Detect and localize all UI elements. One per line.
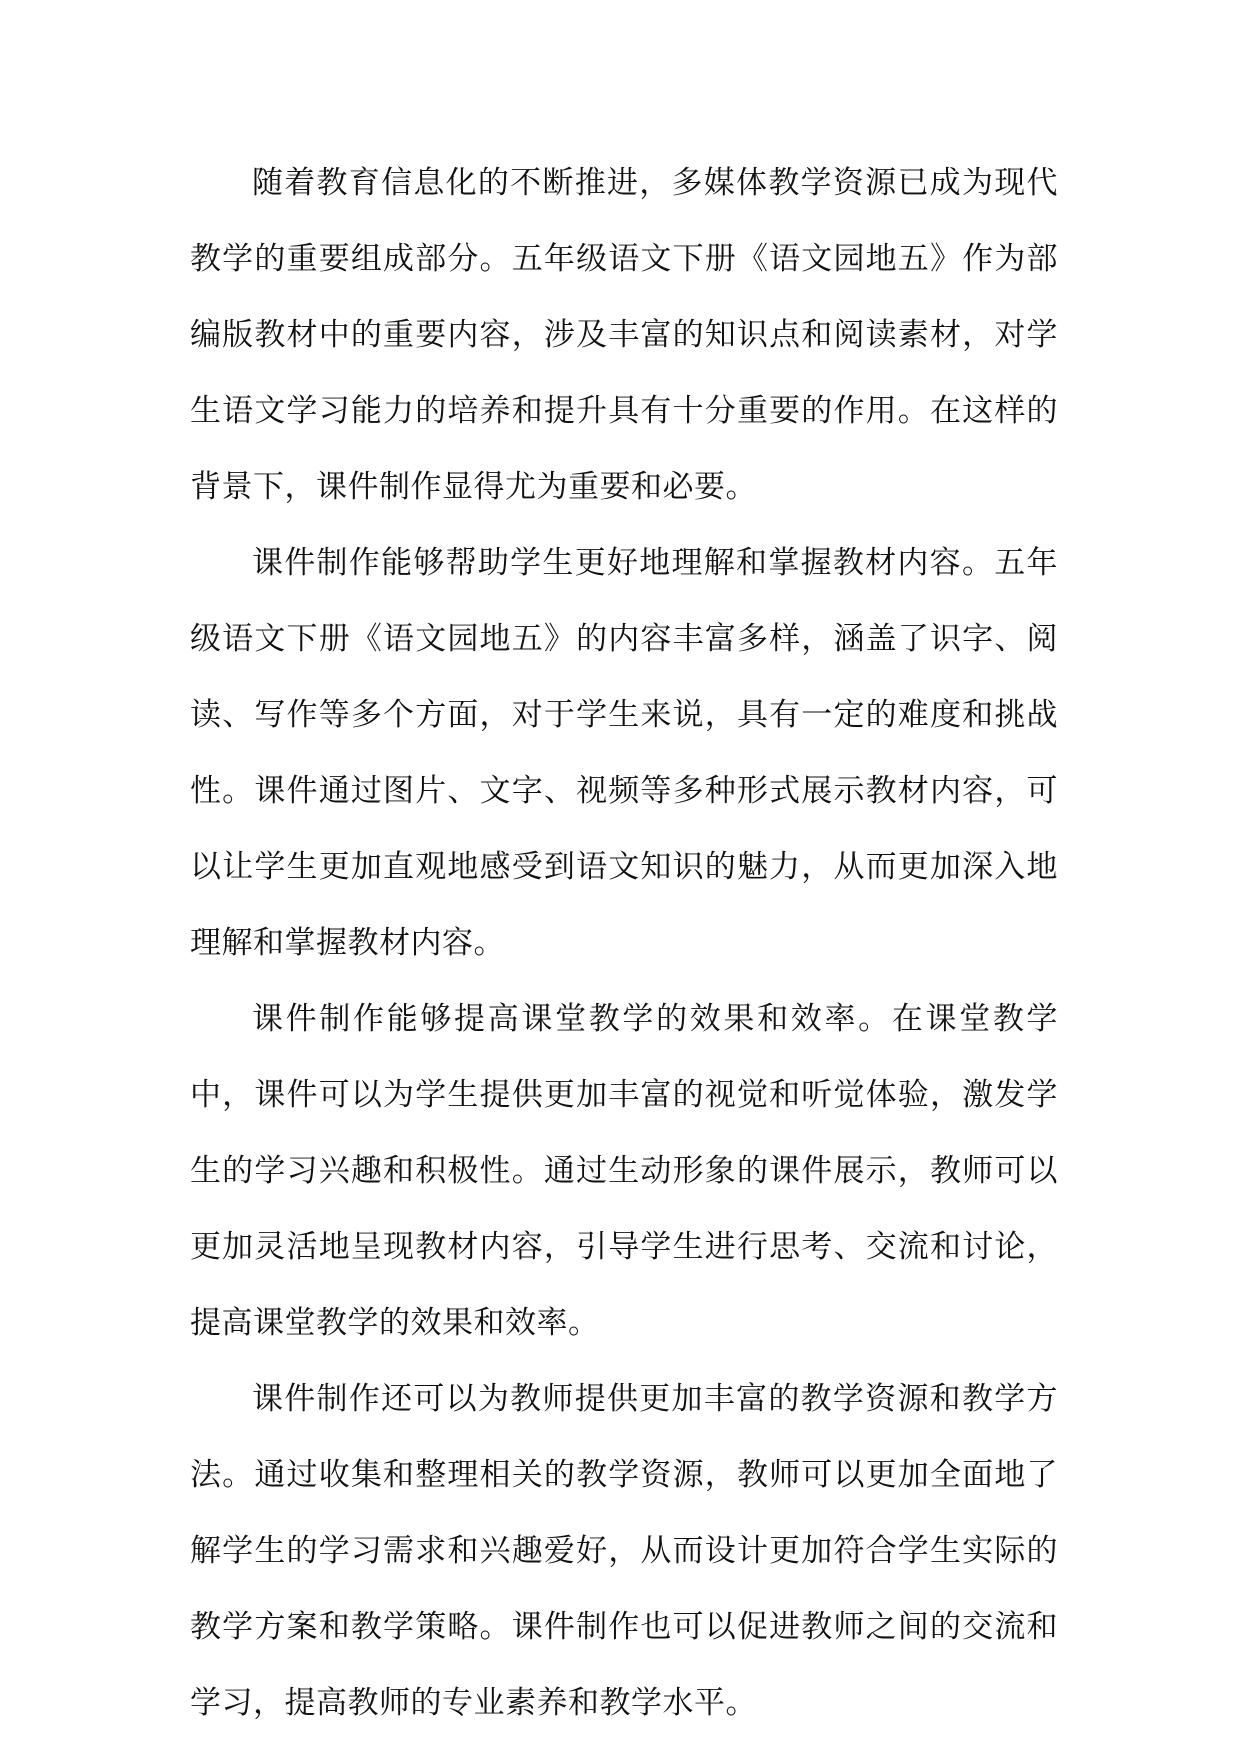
paragraph-1: 随着教育信息化的不断推进，多媒体教学资源已成为现代教学的重要组成部分。五年级语文下册《语文园地五》作为部编版教材中的重要内容，涉及丰富的知识点和阅读素材，对学生语文学习能力的培养和提升具有十分重要的作用。在这样的背景下，课件制作显得尤为重要和必要。 [190, 165, 1058, 505]
paragraph-4: 课件制作还可以为教师提供更加丰富的教学资源和教学方法。通过收集和整理相关的教学资源，教师可以更加全面地了解学生的学习需求和兴趣爱好，从而设计更加符合学生实际的教学方案和教学策略。课件制作也可以促进教师之间的交流和学习，提高教师的专业素养和教学水平。 [190, 1381, 1058, 1721]
paragraph-3: 课件制作能够提高课堂教学的效果和效率。在课堂教学中，课件可以为学生提供更加丰富的视觉和听觉体验，激发学生的学习兴趣和积极性。通过生动形象的课件展示，教师可以更加灵活地呈现教材内容，引导学生进行思考、交流和讨论，提高课堂教学的效果和效率。 [190, 1001, 1058, 1341]
paragraph-2: 课件制作能够帮助学生更好地理解和掌握教材内容。五年级语文下册《语文园地五》的内容丰富多样，涵盖了识字、阅读、写作等多个方面，对于学生来说，具有一定的难度和挑战性。课件通过图片、文字、视频等多种形式展示教材内容，可以让学生更加直观地感受到语文知识的魅力，从而更加深入地理解和掌握教材内容。 [190, 545, 1058, 961]
document-body [190, 145, 1058, 1741]
